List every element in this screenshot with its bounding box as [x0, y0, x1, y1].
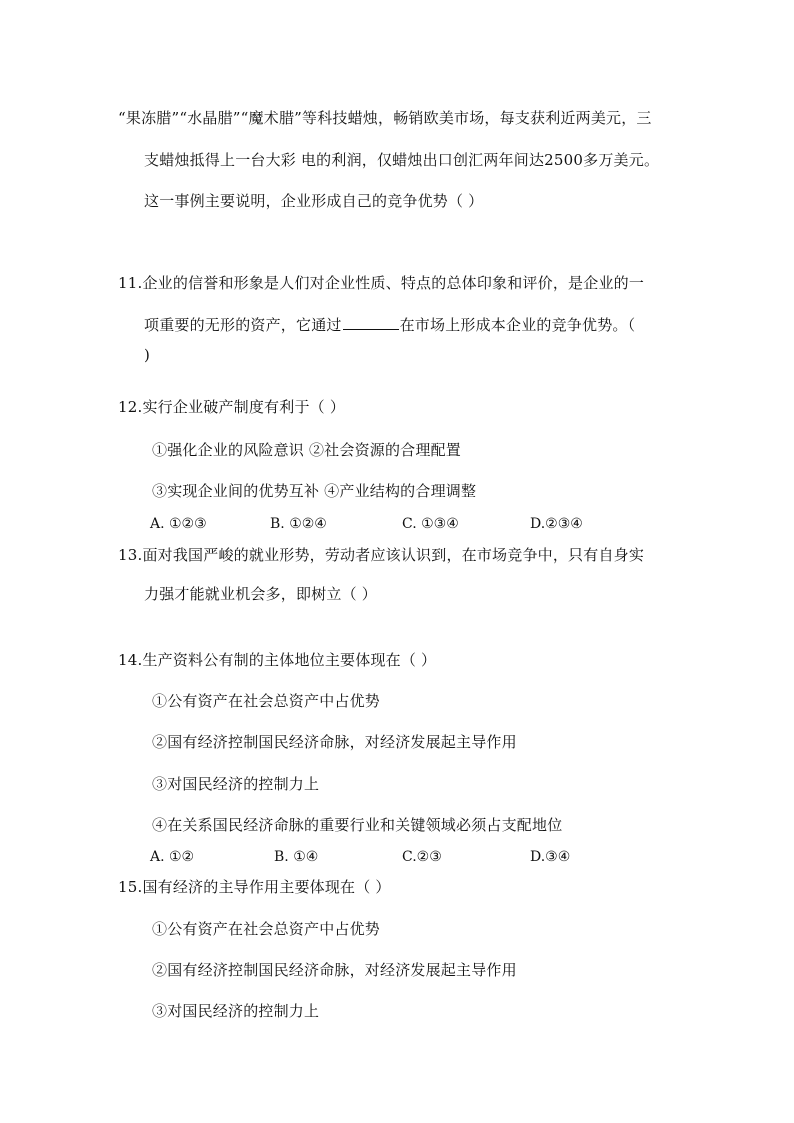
q14-item-1: ①公有资产在社会总资产中占优势 [152, 692, 381, 710]
q11-line-1: 11.企业的信誉和形象是人们对企业性质、特点的总体印象和评价，是企业的一 [118, 274, 645, 292]
intro-line-3: 这一事例主要说明，企业形成自己的竞争优势（ ） [144, 192, 484, 210]
q12-option-b: B. ①②④ [270, 516, 327, 532]
q14-option-c: C.②③ [402, 849, 442, 865]
q11-line-3: ) [144, 346, 151, 364]
intro-line-1: “果冻腊”“水晶腊”“魔术腊”等科技蜡烛，畅销欧美市场，每支获利近两美元，三 [118, 109, 652, 127]
q12-option-d: D.②③④ [530, 516, 583, 532]
q12-option-c: C. ①③④ [402, 516, 459, 532]
q12-item-2: ③实现企业间的优势互补 ④产业结构的合理调整 [152, 482, 477, 500]
q15-item-1: ①公有资产在社会总资产中占优势 [152, 920, 381, 938]
q11-line-2 [144, 315, 635, 335]
q11-line-2-b: 在市场上形成本企业的竞争优势。（ [399, 316, 636, 334]
q14-item-2: ②国有经济控制国民经济命脉，对经济发展起主导作用 [152, 733, 517, 751]
q11-line-2-a: 项重要的无形的资产，它通过 [144, 316, 342, 334]
q13-line-1: 13.面对我国严峻的就业形势，劳动者应该认识到，在市场竞争中，只有自身实 [118, 546, 645, 564]
q14-item-3: ③对国民经济的控制力上 [152, 775, 320, 793]
q12-stem: 12.实行企业破产制度有利于（ ） [118, 398, 346, 416]
q15-item-3: ③对国民经济的控制力上 [152, 1002, 320, 1020]
q12-option-a: A. ①②③ [150, 516, 207, 532]
q11-answer-blank [343, 315, 399, 330]
intro-line-2: 支蜡烛抵得上一台大彩 电的利润，仅蜡烛出口创汇两年间达2500多万美元。 [144, 151, 660, 169]
q14-option-b: B. ①④ [274, 849, 319, 865]
q15-stem: 15.国有经济的主导作用主要体现在（ ） [118, 878, 391, 896]
q12-item-1: ①强化企业的风险意识 ②社会资源的合理配置 [152, 441, 461, 459]
q14-options [150, 847, 600, 867]
q14-option-d: D.③④ [530, 849, 571, 865]
q14-item-4: ④在关系国民经济命脉的重要行业和关键领域必须占支配地位 [152, 816, 563, 834]
q14-option-a: A. ①② [150, 849, 195, 865]
q12-options [150, 514, 620, 534]
q14-stem: 14.生产资料公有制的主体地位主要体现在（ ） [118, 651, 437, 669]
q15-item-2: ②国有经济控制国民经济命脉，对经济发展起主导作用 [152, 961, 517, 979]
q13-line-2: 力强才能就业机会多，即树立（ ） [144, 585, 377, 603]
